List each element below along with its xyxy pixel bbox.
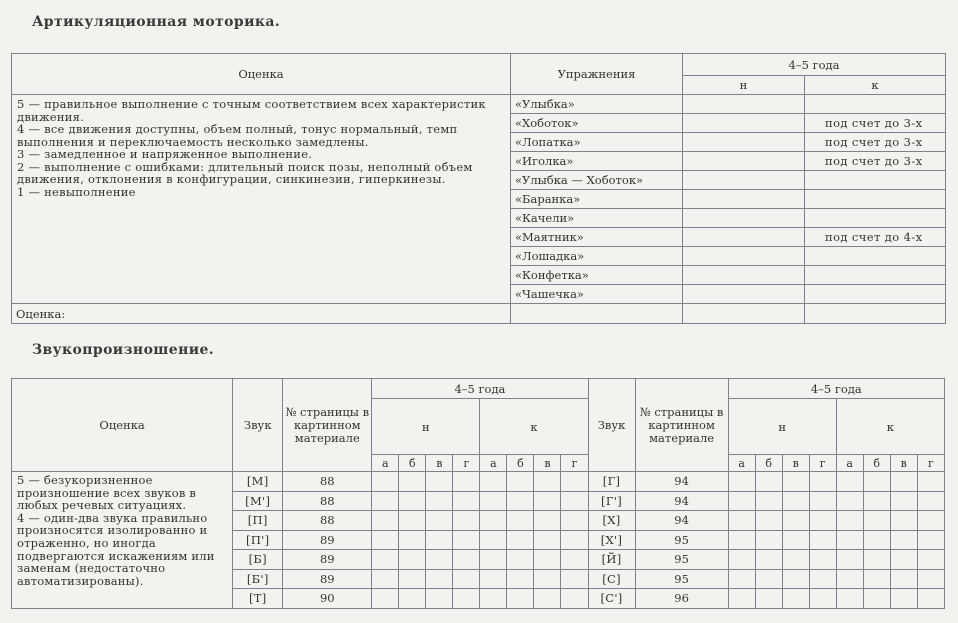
score-cell[interactable] [426,472,453,492]
score-cell[interactable] [561,569,588,589]
score-cell[interactable] [480,569,507,589]
score-cell[interactable] [917,511,944,531]
score-cell[interactable] [480,491,507,511]
exercise-name: «Улыбка» [511,95,683,114]
score-cell[interactable] [426,491,453,511]
exercise-name: «Маятник» [511,228,683,247]
sound-cell: [Г] [588,472,635,492]
score-cell[interactable] [426,569,453,589]
score-cell[interactable] [755,569,782,589]
sound-cell: [Б] [233,550,283,570]
score-cell[interactable] [728,530,755,550]
assessment-header: Оценка [12,379,233,472]
score-cell[interactable] [917,491,944,511]
score-cell[interactable] [480,472,507,492]
sound-cell: [Г'] [588,491,635,511]
sound-cell: [Т] [233,589,283,609]
page-cell: 89 [283,530,372,550]
score-cell[interactable] [863,511,890,531]
sound-cell: [С'] [588,589,635,609]
score-cell[interactable] [372,550,399,570]
score-cell[interactable] [863,472,890,492]
sound-cell: [Й] [588,550,635,570]
k-cell[interactable] [805,247,946,266]
score-cell[interactable] [372,511,399,531]
score-cell[interactable] [809,589,836,609]
score-cell[interactable] [890,569,917,589]
n-cell[interactable] [683,209,805,228]
score-cell[interactable] [890,530,917,550]
sub-v: в [534,455,561,472]
k-header: к [805,76,946,95]
k-cell[interactable] [805,171,946,190]
score-cell[interactable] [728,589,755,609]
n-header: н [372,399,480,455]
score-cell[interactable] [453,530,480,550]
score-cell[interactable] [507,569,534,589]
score-cell[interactable] [399,511,426,531]
score-cell[interactable] [453,550,480,570]
k-cell[interactable]: под счет до 4-х [805,228,946,247]
score-cell[interactable] [507,491,534,511]
score-cell[interactable] [755,550,782,570]
k-cell[interactable] [805,190,946,209]
sound-cell: [Б'] [233,569,283,589]
criterion-4: 4 — все движения доступны, объем полный, тонус нормальный, темп выполнения и переключаемость несколько замедлены. [17,122,458,149]
score-cell[interactable] [728,511,755,531]
score-cell[interactable] [863,491,890,511]
page-cell: 89 [283,550,372,570]
sound-header: Звук [588,379,635,472]
score-cell[interactable] [836,530,863,550]
score-cell[interactable] [863,550,890,570]
criterion-2: 2 — выполнение с ошибками: длительный поиск позы, неполный объем движения, отклонения в конфигурации, синкинезии, гиперкинезы. [17,159,473,186]
sound-row [12,472,945,492]
score-cell[interactable] [372,491,399,511]
n-header: н [728,399,836,455]
k-cell[interactable]: под счет до 3-х [805,152,946,171]
score-cell[interactable] [480,530,507,550]
page-cell: 90 [283,589,372,609]
page-cell: 88 [283,491,372,511]
score-cell[interactable] [399,569,426,589]
sub-v: в [782,455,809,472]
score-cell[interactable] [561,472,588,492]
page-cell: 95 [635,530,728,550]
score-cell[interactable] [836,589,863,609]
score-cell[interactable] [534,472,561,492]
score-cell[interactable] [863,569,890,589]
sub-g: г [561,455,588,472]
score-cell[interactable] [480,589,507,609]
sub-a: а [480,455,507,472]
score-cell[interactable] [399,472,426,492]
footer-exercise-cell[interactable] [511,304,683,324]
score-cell[interactable] [836,491,863,511]
score-cell[interactable] [507,472,534,492]
score-cell[interactable] [426,511,453,531]
sub-b: б [755,455,782,472]
score-cell[interactable] [782,569,809,589]
sub-g: г [917,455,944,472]
exercise-name: «Чашечка» [511,285,683,304]
age-header: 4–5 года [372,379,588,399]
sound-cell: [Х'] [588,530,635,550]
k-header: к [836,399,944,455]
page-cell: 88 [283,511,372,531]
score-cell[interactable] [426,530,453,550]
k-cell[interactable] [805,95,946,114]
score-cell[interactable] [399,530,426,550]
score-cell[interactable] [782,530,809,550]
n-cell[interactable] [683,133,805,152]
score-cell[interactable] [507,530,534,550]
k-cell[interactable]: под счет до 3-х [805,133,946,152]
sub-g: г [453,455,480,472]
criterion-1: 1 — невыполнение [17,184,136,199]
k-cell[interactable] [805,285,946,304]
score-cell[interactable] [890,472,917,492]
articulation-table [11,53,946,324]
n-cell[interactable] [683,285,805,304]
sound-cell: [М'] [233,491,283,511]
exercise-name: «Баранка» [511,190,683,209]
page-cell: 96 [635,589,728,609]
score-cell[interactable] [372,530,399,550]
sound-cell: [П] [233,511,283,531]
score-cell[interactable] [507,550,534,570]
sub-b: б [399,455,426,472]
exercise-name: «Хоботок» [511,114,683,133]
sound-cell: [М] [233,472,283,492]
n-cell[interactable] [683,171,805,190]
sub-g: г [809,455,836,472]
n-cell[interactable] [683,266,805,285]
sub-v: в [426,455,453,472]
score-cell[interactable] [809,530,836,550]
exercise-name: «Иголка» [511,152,683,171]
sub-b: б [507,455,534,472]
score-cell[interactable] [755,491,782,511]
score-cell[interactable] [728,491,755,511]
assessment-header: Оценка [12,54,511,95]
score-cell[interactable] [399,491,426,511]
score-cell[interactable] [809,472,836,492]
score-cell[interactable] [426,589,453,609]
page-cell: 94 [635,491,728,511]
n-cell[interactable] [683,95,805,114]
score-cell[interactable] [782,491,809,511]
score-cell[interactable] [809,491,836,511]
score-cell[interactable] [863,589,890,609]
score-cell[interactable] [453,491,480,511]
page-cell: 95 [635,550,728,570]
exercise-name: «Лопатка» [511,133,683,152]
exercise-name: «Качели» [511,209,683,228]
score-cell[interactable] [372,472,399,492]
score-cell[interactable] [534,511,561,531]
age-header: 4–5 года [728,379,944,399]
exercise-name: «Улыбка — Хоботок» [511,171,683,190]
score-cell[interactable] [782,511,809,531]
k-cell[interactable]: под счет до 3-х [805,114,946,133]
score-cell[interactable] [755,511,782,531]
page-number-header: № страницы в картинном материале [635,379,728,472]
n-cell[interactable] [683,247,805,266]
score-cell[interactable] [480,550,507,570]
n-cell[interactable] [683,228,805,247]
score-cell[interactable] [917,472,944,492]
score-cell[interactable] [728,472,755,492]
score-cell[interactable] [480,511,507,531]
score-cell[interactable] [890,589,917,609]
page-number-header: № страницы в картинном материале [283,379,372,472]
k-cell[interactable] [805,266,946,285]
sub-a: а [728,455,755,472]
score-cell[interactable] [399,550,426,570]
page-cell: 95 [635,569,728,589]
score-cell[interactable] [890,491,917,511]
score-cell[interactable] [917,530,944,550]
sub-b: б [863,455,890,472]
score-cell[interactable] [917,550,944,570]
pronunciation-table [11,378,945,609]
score-cell[interactable] [561,550,588,570]
sound-header: Звук [233,379,283,472]
exercise-name: «Конфетка» [511,266,683,285]
score-cell[interactable] [890,511,917,531]
score-cell[interactable] [372,569,399,589]
criterion-5: 5 — правильное выполнение с точным соответствием всех характеристик движения. [17,97,486,124]
score-cell[interactable] [917,589,944,609]
score-cell[interactable] [534,589,561,609]
score-cell[interactable] [809,550,836,570]
criteria-description [12,472,233,609]
page-cell: 94 [635,472,728,492]
score-cell[interactable] [836,511,863,531]
n-cell[interactable] [683,190,805,209]
exercise-name: «Лошадка» [511,247,683,266]
score-cell[interactable] [453,589,480,609]
page-cell: 89 [283,569,372,589]
age-header: 4–5 года [683,54,946,76]
page-cell: 94 [635,511,728,531]
score-cell[interactable] [836,550,863,570]
score-cell[interactable] [836,569,863,589]
assessment-footer-label: Оценка: [12,304,511,324]
score-cell[interactable] [534,491,561,511]
page-cell: 88 [283,472,372,492]
score-cell[interactable] [890,550,917,570]
score-cell[interactable] [534,550,561,570]
score-cell[interactable] [426,550,453,570]
sound-cell: [Х] [588,511,635,531]
k-cell[interactable] [805,209,946,228]
footer-n-cell[interactable] [683,304,805,324]
n-cell[interactable] [683,152,805,171]
score-cell[interactable] [561,511,588,531]
criteria-description [12,95,511,304]
n-cell[interactable] [683,114,805,133]
k-header: к [480,399,588,455]
score-cell[interactable] [453,472,480,492]
score-cell[interactable] [755,472,782,492]
pronunciation-title: Звукопроизношение. [32,342,215,358]
score-cell[interactable] [809,569,836,589]
score-cell[interactable] [399,589,426,609]
score-cell[interactable] [507,511,534,531]
criterion-5: 5 — безукоризненное произношение всех звуков в любых речевых ситуациях. [17,473,197,513]
score-cell[interactable] [782,550,809,570]
score-cell[interactable] [453,511,480,531]
pronunciation-rows [12,472,945,609]
sub-a: а [836,455,863,472]
score-cell[interactable] [372,589,399,609]
score-cell[interactable] [782,472,809,492]
footer-k-cell[interactable] [805,304,946,324]
sub-a: а [372,455,399,472]
score-cell[interactable] [917,569,944,589]
criterion-4: 4 — один-два звука правильно произносятся изолированно и отраженно, но иногда подвергаются искажениям или заменам (недостаточно автоматизированы). [17,510,215,588]
score-cell[interactable] [453,569,480,589]
score-cell[interactable] [728,550,755,570]
criterion-3: 3 — замедленное и напряженное выполнение. [17,147,313,161]
score-cell[interactable] [809,511,836,531]
n-header: н [683,76,805,95]
score-cell[interactable] [782,589,809,609]
score-cell[interactable] [755,589,782,609]
sub-v: в [890,455,917,472]
score-cell[interactable] [863,530,890,550]
score-cell[interactable] [534,530,561,550]
score-cell[interactable] [561,589,588,609]
score-cell[interactable] [507,589,534,609]
sound-cell: [П'] [233,530,283,550]
exercises-header: Упражнения [511,54,683,95]
score-cell[interactable] [561,491,588,511]
score-cell[interactable] [561,530,588,550]
sound-cell: [С] [588,569,635,589]
articulation-title: Артикуляционная моторика. [32,14,281,30]
score-cell[interactable] [836,472,863,492]
score-cell[interactable] [728,569,755,589]
score-cell[interactable] [534,569,561,589]
score-cell[interactable] [755,530,782,550]
